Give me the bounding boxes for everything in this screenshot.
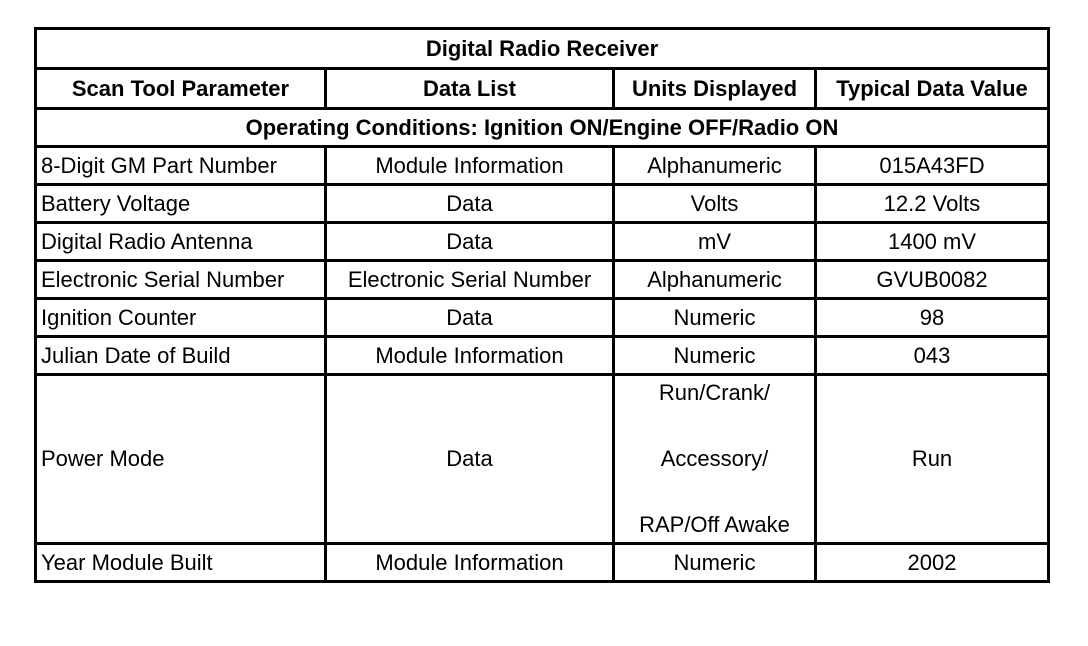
header-data-list: Data List xyxy=(326,69,614,109)
data-list-cell: Module Information xyxy=(326,337,614,375)
data-list-cell: Data xyxy=(326,223,614,261)
operating-conditions: Operating Conditions: Ignition ON/Engine OFF/Radio ON xyxy=(36,109,1049,147)
table-row xyxy=(36,544,1049,582)
table-row xyxy=(36,261,1049,299)
table-row xyxy=(36,147,1049,185)
units-line: RAP/Off Awake xyxy=(639,512,790,537)
data-list-cell: Data xyxy=(326,299,614,337)
parameter-cell: 8-Digit GM Part Number xyxy=(36,147,326,185)
scan-tool-data-table xyxy=(34,27,1050,583)
units-cell: Numeric xyxy=(614,544,816,582)
data-list-cell: Module Information xyxy=(326,147,614,185)
typical-value-cell: 015A43FD xyxy=(816,147,1049,185)
table-title-row xyxy=(36,29,1049,69)
data-list-cell: Data xyxy=(326,185,614,223)
typical-value-cell: GVUB0082 xyxy=(816,261,1049,299)
table-row xyxy=(36,375,1049,544)
units-line: Accessory/ xyxy=(660,446,769,471)
header-typical-data-value: Typical Data Value xyxy=(816,69,1049,109)
header-scan-tool-parameter: Scan Tool Parameter xyxy=(36,69,326,109)
table-row xyxy=(36,185,1049,223)
column-header-row xyxy=(36,69,1049,109)
table-title: Digital Radio Receiver xyxy=(36,29,1049,69)
data-list-cell: Data xyxy=(326,375,614,544)
units-cell: Alphanumeric xyxy=(614,147,816,185)
units-cell: Numeric xyxy=(614,337,816,375)
typical-value-cell: 1400 mV xyxy=(816,223,1049,261)
table-row xyxy=(36,223,1049,261)
parameter-cell: Power Mode xyxy=(36,375,326,544)
parameter-cell: Ignition Counter xyxy=(36,299,326,337)
typical-value-cell: 98 xyxy=(816,299,1049,337)
operating-conditions-row xyxy=(36,109,1049,147)
data-list-cell: Module Information xyxy=(326,544,614,582)
header-units-displayed: Units Displayed xyxy=(614,69,816,109)
parameter-cell: Year Module Built xyxy=(36,544,326,582)
typical-value-cell: 12.2 Volts xyxy=(816,185,1049,223)
units-cell xyxy=(614,375,816,544)
data-list-cell: Electronic Serial Number xyxy=(326,261,614,299)
units-cell: Numeric xyxy=(614,299,816,337)
parameter-cell: Julian Date of Build xyxy=(36,337,326,375)
units-cell: mV xyxy=(614,223,816,261)
typical-value-cell: 043 xyxy=(816,337,1049,375)
parameter-cell: Digital Radio Antenna xyxy=(36,223,326,261)
units-line: Run/Crank/ xyxy=(658,380,771,405)
table-row xyxy=(36,337,1049,375)
units-cell: Alphanumeric xyxy=(614,261,816,299)
parameter-cell: Electronic Serial Number xyxy=(36,261,326,299)
parameter-cell: Battery Voltage xyxy=(36,185,326,223)
table-row xyxy=(36,299,1049,337)
units-cell: Volts xyxy=(614,185,816,223)
typical-value-cell: 2002 xyxy=(816,544,1049,582)
typical-value-cell: Run xyxy=(816,375,1049,544)
